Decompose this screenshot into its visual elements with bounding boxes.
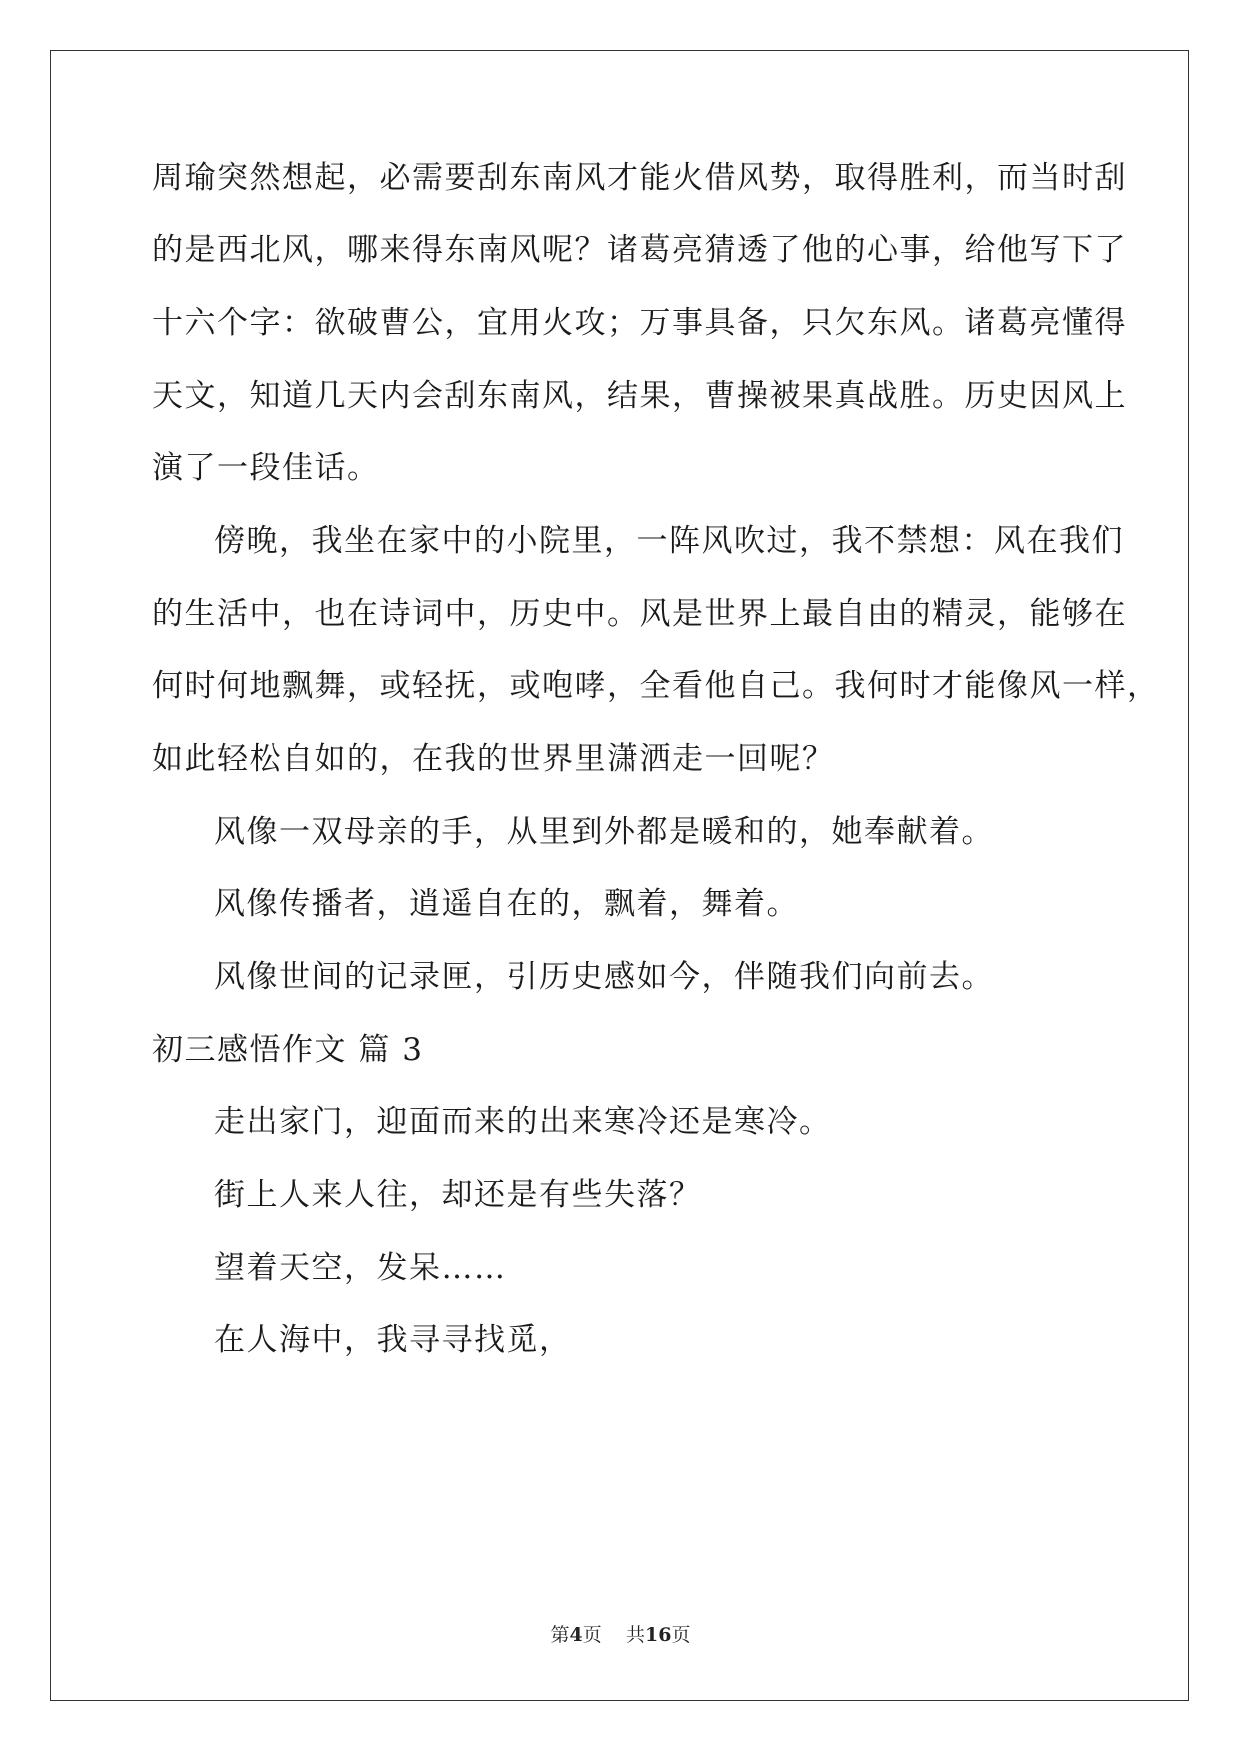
text-line: 如此轻松自如的，在我的世界里潇洒走一回呢？ xyxy=(152,741,835,777)
paragraph-first-line: 风像世间的记录匣，引历史感如今，伴随我们向前去。 xyxy=(214,959,994,995)
page-suffix: 页 xyxy=(582,1624,602,1646)
text-line: 的生活中，也在诗词中，历史中。风是世界上最自由的精灵，能够在 xyxy=(152,596,1127,632)
paragraph-first-line: 风像一双母亲的手，从里到外都是暖和的，她奉献着。 xyxy=(214,814,994,850)
paragraph-first-line: 在人海中，我寻寻找觅， xyxy=(214,1322,572,1358)
total-suffix: 页 xyxy=(671,1624,691,1646)
text-line: 天文，知道几天内会刮东南风，结果，曹操被果真战胜。历史因风上 xyxy=(152,378,1127,414)
page-footer xyxy=(0,1620,1241,1647)
page-border xyxy=(50,50,1189,1701)
text-line: 的是西北风，哪来得东南风呢？诸葛亮猜透了他的心事，给他写下了 xyxy=(152,232,1127,268)
total-pages: 16 xyxy=(644,1624,672,1646)
text-line: 周瑜突然想起，必需要刮东南风才能火借风势，取得胜利，而当时刮 xyxy=(152,160,1127,196)
paragraph-first-line: 街上人来人往，却还是有些失落？ xyxy=(214,1177,702,1213)
paragraph-first-line: 风像传播者，逍遥自在的，飘着，舞着。 xyxy=(214,886,799,922)
text-line: 十六个字：欲破曹公，宜用火攻；万事具备，只欠东风。诸葛亮懂得 xyxy=(152,305,1127,341)
section-heading: 初三感悟作文 篇 3 xyxy=(152,1032,424,1068)
page-prefix: 第 xyxy=(550,1624,570,1646)
paragraph-first-line: 走出家门，迎面而来的出来寒冷还是寒冷。 xyxy=(214,1104,832,1140)
paragraph-first-line: 望着天空，发呆…… xyxy=(214,1250,507,1286)
total-prefix: 共 xyxy=(625,1624,645,1646)
text-line: 演了一段佳话。 xyxy=(152,450,380,486)
text-line: 何时何地飘舞，或轻抚，或咆哮，全看他自己。我何时才能像风一样， xyxy=(152,668,1160,704)
page-number: 4 xyxy=(569,1624,583,1646)
paragraph-first-line: 傍晚，我坐在家中的小院里，一阵风吹过，我不禁想：风在我们 xyxy=(214,523,1124,559)
